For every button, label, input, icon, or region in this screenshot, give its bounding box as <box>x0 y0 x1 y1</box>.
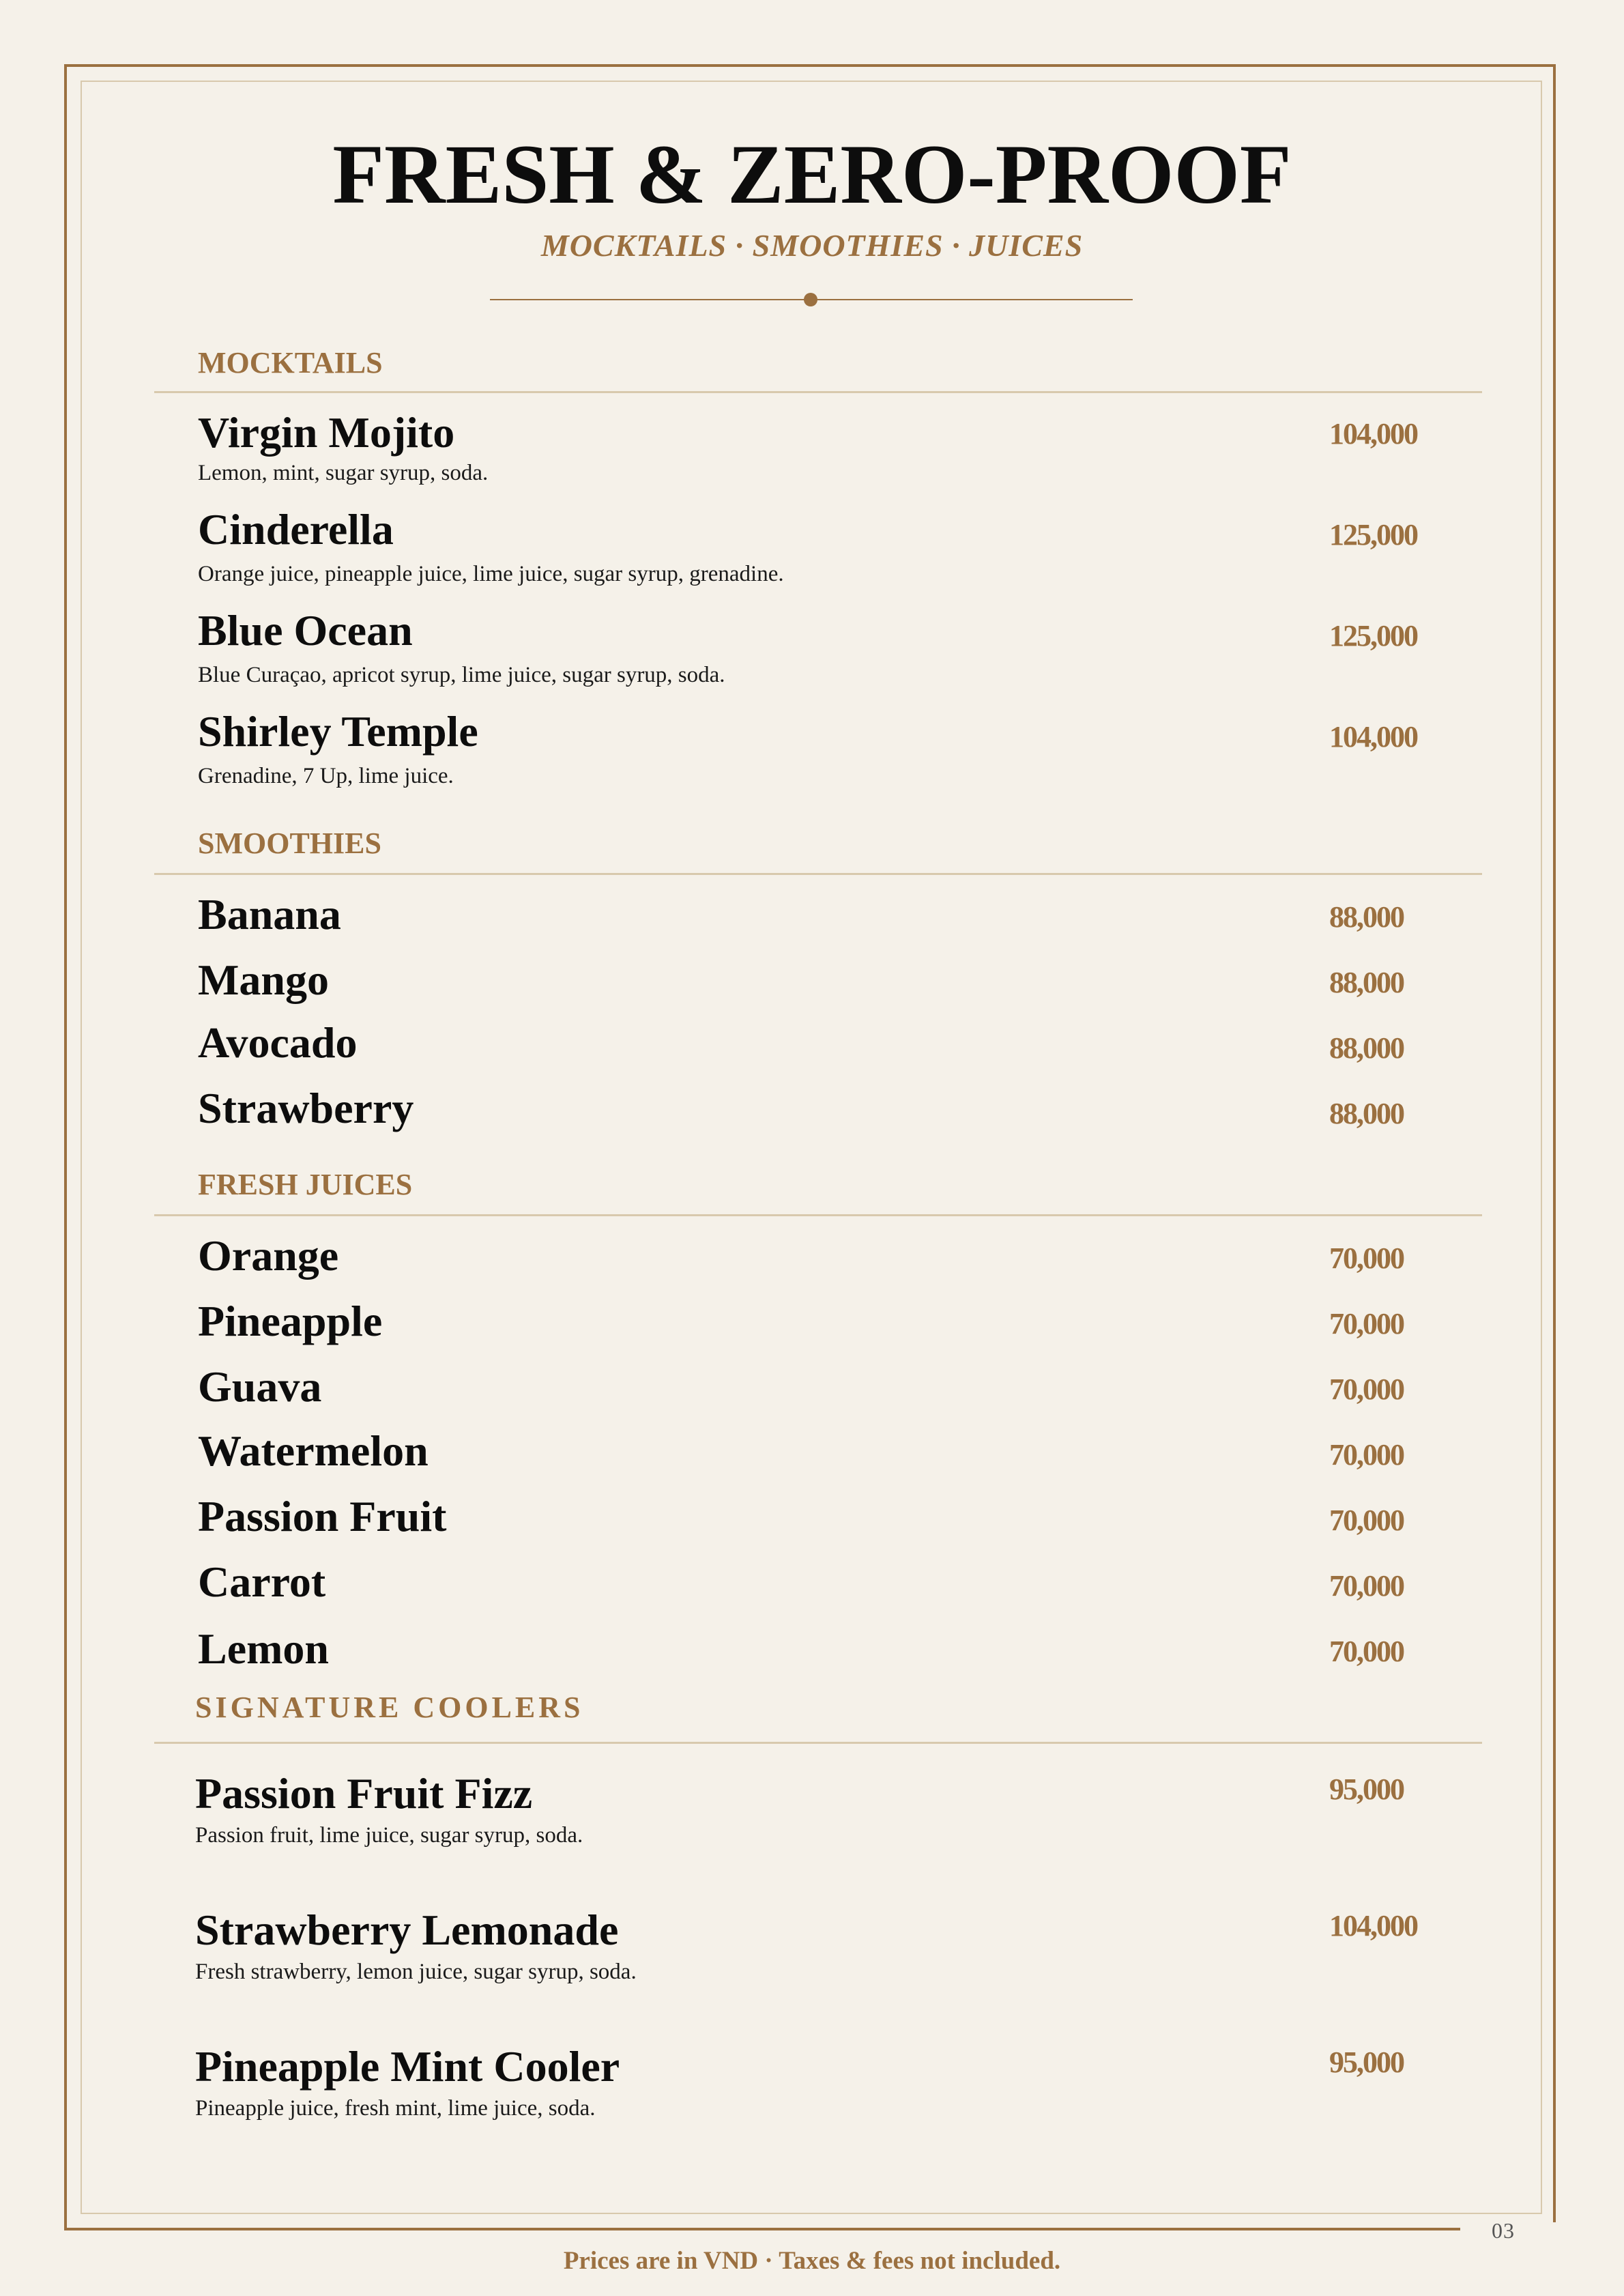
item-price: 70,000 <box>1329 1438 1404 1472</box>
item-name: Strawberry Lemonade <box>195 1906 619 1954</box>
page-frame-inner <box>81 81 1542 2214</box>
ornament-dot <box>804 293 817 306</box>
section-divider <box>154 1214 1482 1216</box>
item-name: Passion Fruit Fizz <box>195 1769 533 1818</box>
item-name: Mango <box>198 956 329 1004</box>
item-name: Guava <box>198 1362 322 1411</box>
item-price: 70,000 <box>1329 1635 1404 1668</box>
item-name: Passion Fruit <box>198 1492 447 1540</box>
item-price: 125,000 <box>1329 518 1417 551</box>
section-heading-smoothies: SMOOTHIES <box>198 827 381 860</box>
item-price: 104,000 <box>1329 1909 1417 1942</box>
item-name: Carrot <box>198 1558 326 1606</box>
item-price: 88,000 <box>1329 966 1404 999</box>
item-price: 70,000 <box>1329 1242 1404 1275</box>
title-ornament <box>490 292 1133 307</box>
item-name: Watermelon <box>198 1426 429 1475</box>
section-divider <box>154 873 1482 875</box>
item-description: Orange juice, pineapple juice, lime juice, sugar syrup, grenadine. <box>198 562 784 586</box>
footer-note: Prices are in VND · Taxes & fees not included. <box>563 2247 1061 2275</box>
item-price: 88,000 <box>1329 1097 1404 1130</box>
item-name: Virgin Mojito <box>198 408 455 457</box>
section-heading-signature-coolers: SIGNATURE COOLERS <box>195 1691 584 1724</box>
item-description: Blue Curaçao, apricot syrup, lime juice, sugar syrup, soda. <box>198 663 725 687</box>
page-subtitle: MOCKTAILS · SMOOTHIES · JUICES <box>540 228 1084 263</box>
item-name: Cinderella <box>198 505 394 554</box>
item-name: Blue Ocean <box>198 606 413 655</box>
item-description: Lemon, mint, sugar syrup, soda. <box>198 461 489 485</box>
item-price: 125,000 <box>1329 619 1417 652</box>
page-number: 03 <box>1492 2218 1515 2243</box>
item-price: 104,000 <box>1329 417 1417 450</box>
item-price: 70,000 <box>1329 1504 1404 1537</box>
item-price: 95,000 <box>1329 1773 1404 1806</box>
section-heading-mocktails: MOCKTAILS <box>198 346 383 379</box>
item-price: 88,000 <box>1329 1031 1404 1065</box>
item-name: Orange <box>198 1231 339 1280</box>
item-name: Shirley Temple <box>198 707 478 756</box>
item-price: 70,000 <box>1329 1307 1404 1340</box>
item-price: 95,000 <box>1329 2046 1404 2079</box>
section-divider <box>154 391 1482 393</box>
page-title: FRESH & ZERO-PROOF <box>332 128 1292 221</box>
item-price: 104,000 <box>1329 720 1417 754</box>
section-divider <box>154 1742 1482 1744</box>
item-description: Pineapple juice, fresh mint, lime juice, soda. <box>195 2096 596 2121</box>
item-price: 70,000 <box>1329 1569 1404 1603</box>
item-name: Pineapple <box>198 1297 383 1345</box>
item-name: Banana <box>198 890 341 938</box>
item-name: Lemon <box>198 1624 329 1673</box>
item-description: Grenadine, 7 Up, lime juice. <box>198 764 454 788</box>
item-price: 70,000 <box>1329 1373 1404 1406</box>
item-price: 88,000 <box>1329 900 1404 934</box>
item-name: Strawberry <box>198 1084 414 1132</box>
section-heading-fresh-juices: FRESH JUICES <box>198 1168 413 1201</box>
item-name: Avocado <box>198 1018 358 1067</box>
item-description: Fresh strawberry, lemon juice, sugar syrup, soda. <box>195 1960 637 1984</box>
item-description: Passion fruit, lime juice, sugar syrup, soda. <box>195 1823 583 1848</box>
item-name: Pineapple Mint Cooler <box>195 2042 620 2091</box>
